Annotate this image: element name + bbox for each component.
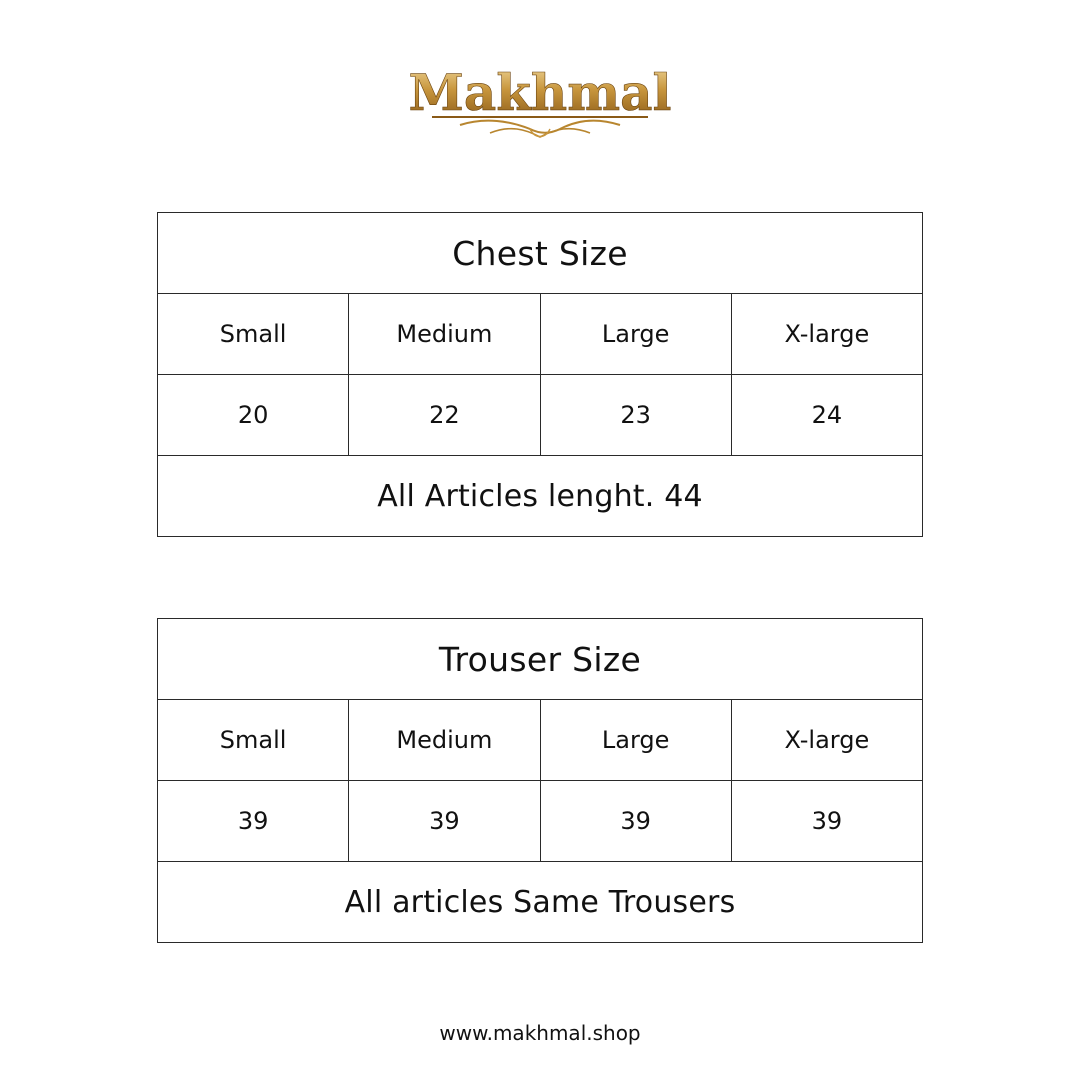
chest-size-label: Large: [540, 294, 731, 375]
chest-size-value: 24: [731, 375, 922, 456]
trouser-size-label: X-large: [731, 700, 922, 781]
trouser-size-label: Large: [540, 700, 731, 781]
chest-size-label: Small: [158, 294, 349, 375]
chest-table-title: Chest Size: [158, 213, 923, 294]
brand-logo: [390, 55, 690, 150]
chest-size-label: X-large: [731, 294, 922, 375]
chest-size-value: 23: [540, 375, 731, 456]
trouser-size-table: [157, 618, 923, 943]
chest-size-value: 20: [158, 375, 349, 456]
chest-size-table: [157, 212, 923, 537]
trouser-size-label: Medium: [349, 700, 540, 781]
chest-size-value: 22: [349, 375, 540, 456]
trouser-size-value: 39: [158, 781, 349, 862]
website-url: www.makhmal.shop: [439, 1021, 641, 1045]
trouser-size-label: Small: [158, 700, 349, 781]
chest-table-note: All Articles lenght. 44: [158, 456, 923, 537]
trouser-table-title: Trouser Size: [158, 619, 923, 700]
svg-text:Makhmal: Makhmal: [408, 63, 672, 122]
trouser-size-value: 39: [731, 781, 922, 862]
trouser-size-value: 39: [540, 781, 731, 862]
trouser-size-value: 39: [349, 781, 540, 862]
makhmal-logo-icon: [390, 55, 690, 150]
chest-size-label: Medium: [349, 294, 540, 375]
trouser-table-note: All articles Same Trousers: [158, 862, 923, 943]
